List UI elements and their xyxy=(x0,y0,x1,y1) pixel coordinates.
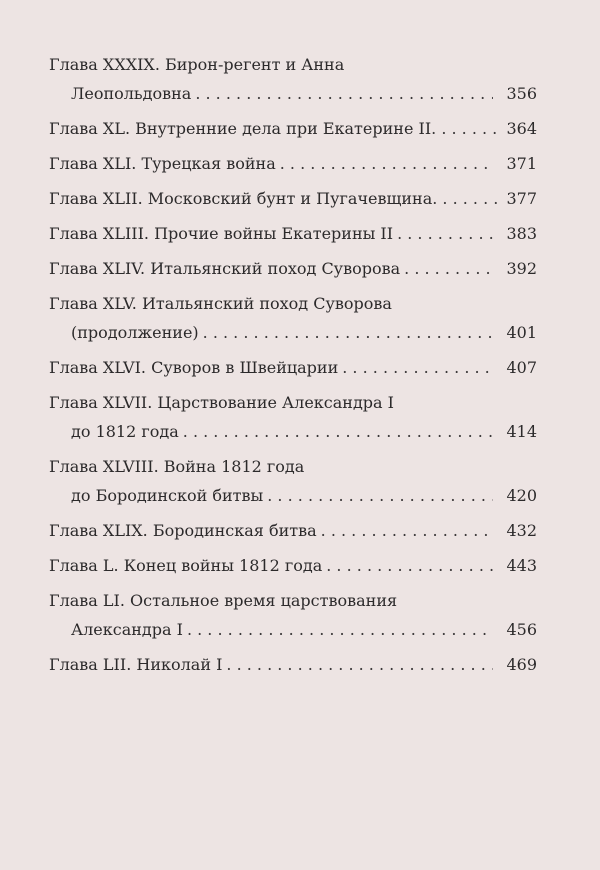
toc-entry-title: до 1812 года xyxy=(71,422,179,441)
toc-entry xyxy=(49,184,537,213)
dot-leader xyxy=(280,149,493,178)
dot-leader xyxy=(183,417,493,446)
toc-entry xyxy=(49,650,537,679)
toc-entry-title: Глава XLVI. Суворов в Швейцарии xyxy=(49,358,339,377)
toc-page-number: 377 xyxy=(506,189,537,208)
toc-entry xyxy=(49,452,537,510)
toc-page-number: 414 xyxy=(506,422,537,441)
toc-entry-title: Глава LI. Остальное время царствования xyxy=(49,591,398,610)
dot-leader xyxy=(267,481,493,510)
toc-entry xyxy=(49,219,537,248)
toc-entry-title: Глава XLVII. Царствование Александра I xyxy=(49,393,394,412)
toc-page-number: 443 xyxy=(506,556,537,575)
toc-page-number: 420 xyxy=(506,486,537,505)
toc-entry xyxy=(49,114,537,143)
dot-leader xyxy=(431,114,497,143)
toc-entry xyxy=(49,353,537,382)
toc-entry-title: Глава XLVIII. Война 1812 года xyxy=(49,457,305,476)
dot-leader xyxy=(187,615,493,644)
toc-entry xyxy=(49,50,537,108)
toc-page-number: 401 xyxy=(506,323,537,342)
toc-page-number: 432 xyxy=(506,521,537,540)
toc-entry xyxy=(49,551,537,580)
toc-entry xyxy=(49,149,537,178)
table-of-contents xyxy=(49,50,537,685)
toc-page-number: 364 xyxy=(506,119,537,138)
dot-leader xyxy=(195,79,493,108)
toc-page-number: 371 xyxy=(506,154,537,173)
toc-entry xyxy=(49,388,537,446)
toc-entry xyxy=(49,586,537,644)
toc-entry-title: Леопольдовна xyxy=(71,84,192,103)
toc-entry-title: Глава XLV. Итальянский поход Суворова xyxy=(49,294,392,313)
toc-page-number: 392 xyxy=(506,259,537,278)
toc-entry-title: Глава XLIII. Прочие войны Екатерины II xyxy=(49,224,394,243)
toc-page-number: 356 xyxy=(506,84,537,103)
toc-entry-title: Глава XL. Внутренние дела при Екатерине II xyxy=(49,119,432,138)
toc-page-number: 407 xyxy=(506,358,537,377)
toc-page-number: 456 xyxy=(506,620,537,639)
dot-leader xyxy=(404,254,493,283)
toc-page-number: 383 xyxy=(506,224,537,243)
dot-leader xyxy=(326,551,493,580)
toc-entry-title: Глава XLI. Турецкая война xyxy=(49,154,276,173)
toc-entry-title: Глава XLIX. Бородинская битва xyxy=(49,521,317,540)
dot-leader xyxy=(432,184,497,213)
dot-leader xyxy=(397,219,493,248)
toc-entry-title: Глава XLIV. Итальянский поход Суворова xyxy=(49,259,401,278)
dot-leader xyxy=(342,353,493,382)
toc-entry-title: до Бородинской битвы xyxy=(71,486,264,505)
toc-entry-title: Глава XXXIX. Бирон-регент и Анна xyxy=(49,55,345,74)
dot-leader xyxy=(226,650,493,679)
toc-entry xyxy=(49,516,537,545)
toc-entry-title: Александра I xyxy=(71,620,183,639)
toc-entry-title: Глава XLII. Московский бунт и Пугачевщина xyxy=(49,189,433,208)
toc-page-number: 469 xyxy=(506,655,537,674)
toc-entry xyxy=(49,289,537,347)
dot-leader xyxy=(321,516,493,545)
toc-entry-title: (продолжение) xyxy=(71,323,199,342)
dot-leader xyxy=(203,318,493,347)
toc-entry-title: Глава L. Конец войны 1812 года xyxy=(49,556,323,575)
toc-entry-title: Глава LII. Николай I xyxy=(49,655,223,674)
toc-entry xyxy=(49,254,537,283)
